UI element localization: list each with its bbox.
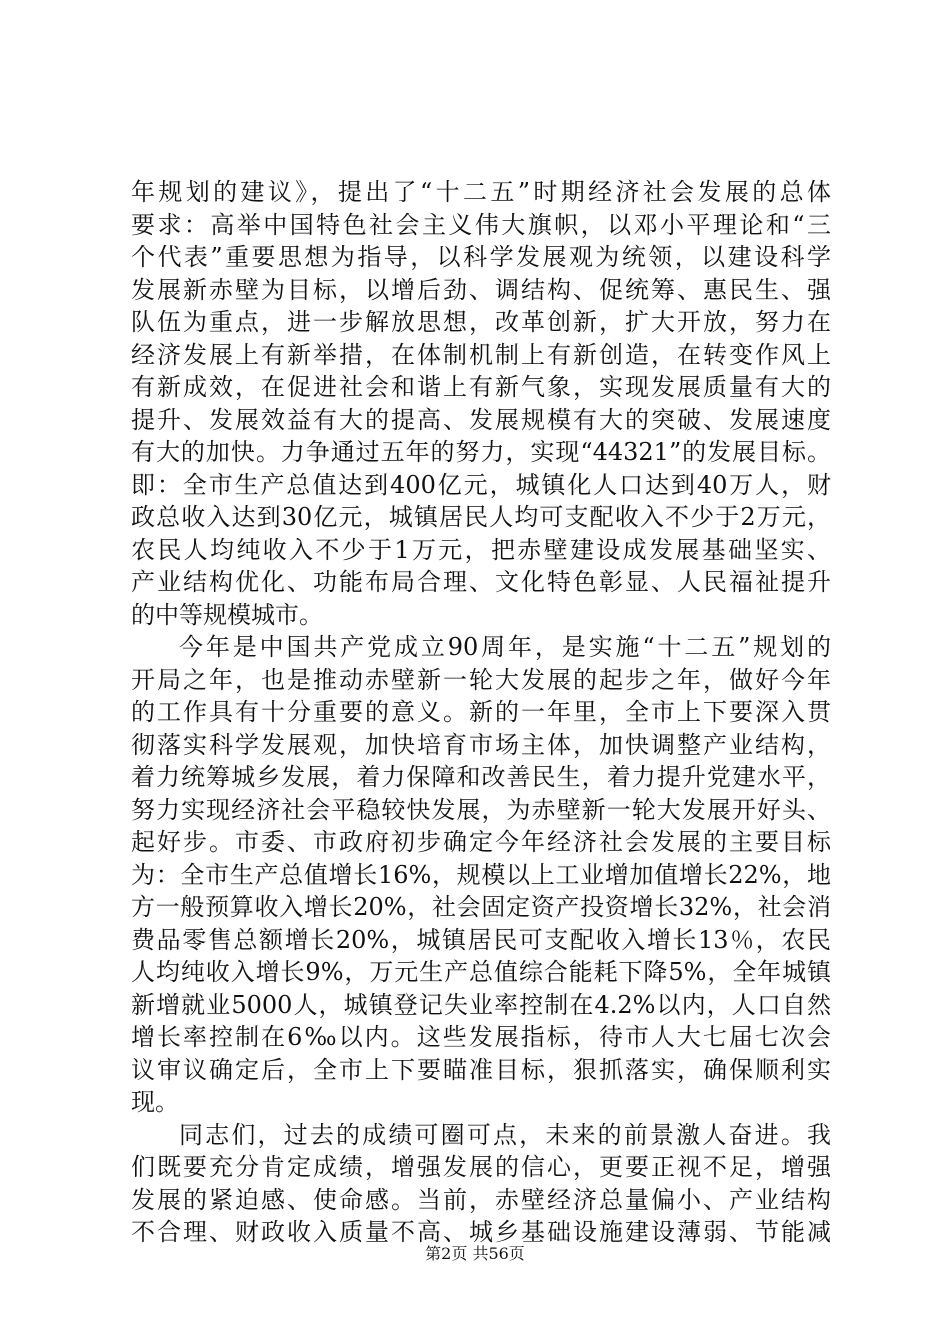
text-line: 个代表”重要思想为指导，以科学发展观为统领，以建设科学 [131, 243, 831, 271]
text-line: 努力实现经济社会平稳较快发展，为赤壁新一轮大发展开好头、 [131, 795, 831, 824]
text-line: 政总收入达到30亿元，城镇居民人均可支配收入不少于2万元， [131, 503, 831, 531]
text-line: 的工作具有十分重要的意义。新的一年里，全市上下要深入贯 [131, 698, 831, 726]
text-line: 有大的加快。力争通过五年的努力，实现“44321”的发展目标。 [131, 438, 831, 466]
text-line: 新增就业5000人，城镇登记失业率控制在4.2%以内，人口自然 [131, 990, 831, 1019]
text-line: 议审议确定后，全市上下要瞄准目标，狠抓落实，确保顺利实 [131, 1055, 831, 1084]
text-line: 费品零售总额增长20%，城镇居民可支配收入增长13％，农民 [131, 925, 831, 954]
text-line: 要求：高举中国特色社会主义伟大旗帜，以邓小平理论和“三 [131, 210, 831, 239]
text-line: 们既要充分肯定成绩，增强发展的信心，更要正视不足，增强 [131, 1153, 831, 1181]
text-line: 产业结构优化、功能布局合理、文化特色彰显、人民福祉提升 [131, 568, 831, 596]
text-line: 发展新赤壁为目标，以增后劲、调结构、促统筹、惠民生、强 [131, 275, 831, 304]
text-line: 为：全市生产总值增长16%，规模以上工业增加值增长22%，地 [131, 860, 831, 889]
text-line: 着力统筹城乡发展，着力保障和改善民生，着力提升党建水平， [131, 763, 831, 791]
text-line: 有新成效，在促进社会和谐上有新气象，实现发展质量有大的 [131, 373, 831, 401]
text-line: 队伍为重点，进一步解放思想，改革创新，扩大开放，努力在 [131, 308, 831, 336]
paragraph-first-line: 同志们，过去的成绩可圈可点，未来的前景激人奋进。我 [179, 1120, 831, 1149]
body-text [131, 176, 831, 1249]
text-line: 年规划的建议》，提出了“十二五”时期经济社会发展的总体 [131, 178, 831, 206]
text-line: 经济发展上有新举措，在体制机制上有新创造，在转变作风上 [131, 340, 831, 369]
text-line: 即：全市生产总值达到400亿元，城镇化人口达到40万人，财 [131, 470, 831, 499]
text-line: 农民人均纯收入不少于1万元，把赤壁建设成发展基础坚实、 [131, 535, 831, 564]
text-line: 的中等规模城市。 [131, 600, 323, 629]
text-line: 人均纯收入增长9%，万元生产总值综合能耗下降5%，全年城镇 [131, 958, 831, 986]
paragraph-first-line: 今年是中国共产党成立90周年，是实施“十二五”规划的 [179, 633, 831, 661]
text-line: 增长率控制在6‰以内。这些发展指标，待市人大七届七次会 [131, 1023, 831, 1051]
text-line: 彻落实科学发展观，加快培育市场主体，加快调整产业结构， [131, 730, 831, 759]
text-line: 方一般预算收入增长20%，社会固定资产投资增长32%，社会消 [131, 893, 831, 921]
text-line: 开局之年，也是推动赤壁新一轮大发展的起步之年，做好今年 [131, 665, 831, 694]
text-line: 发展的紧迫感、使命感。当前，赤壁经济总量偏小、产业结构 [131, 1185, 831, 1214]
page-footer: 第2页 共56页 [425, 1244, 525, 1263]
text-line: 现。 [131, 1088, 179, 1116]
text-line: 不合理、财政收入质量不高、城乡基础设施建设薄弱、节能减 [131, 1218, 831, 1246]
text-line: 起好步。市委、市政府初步确定今年经济社会发展的主要目标 [131, 828, 831, 856]
text-line: 提升、发展效益有大的提高、发展规模有大的突破、发展速度 [131, 405, 831, 434]
